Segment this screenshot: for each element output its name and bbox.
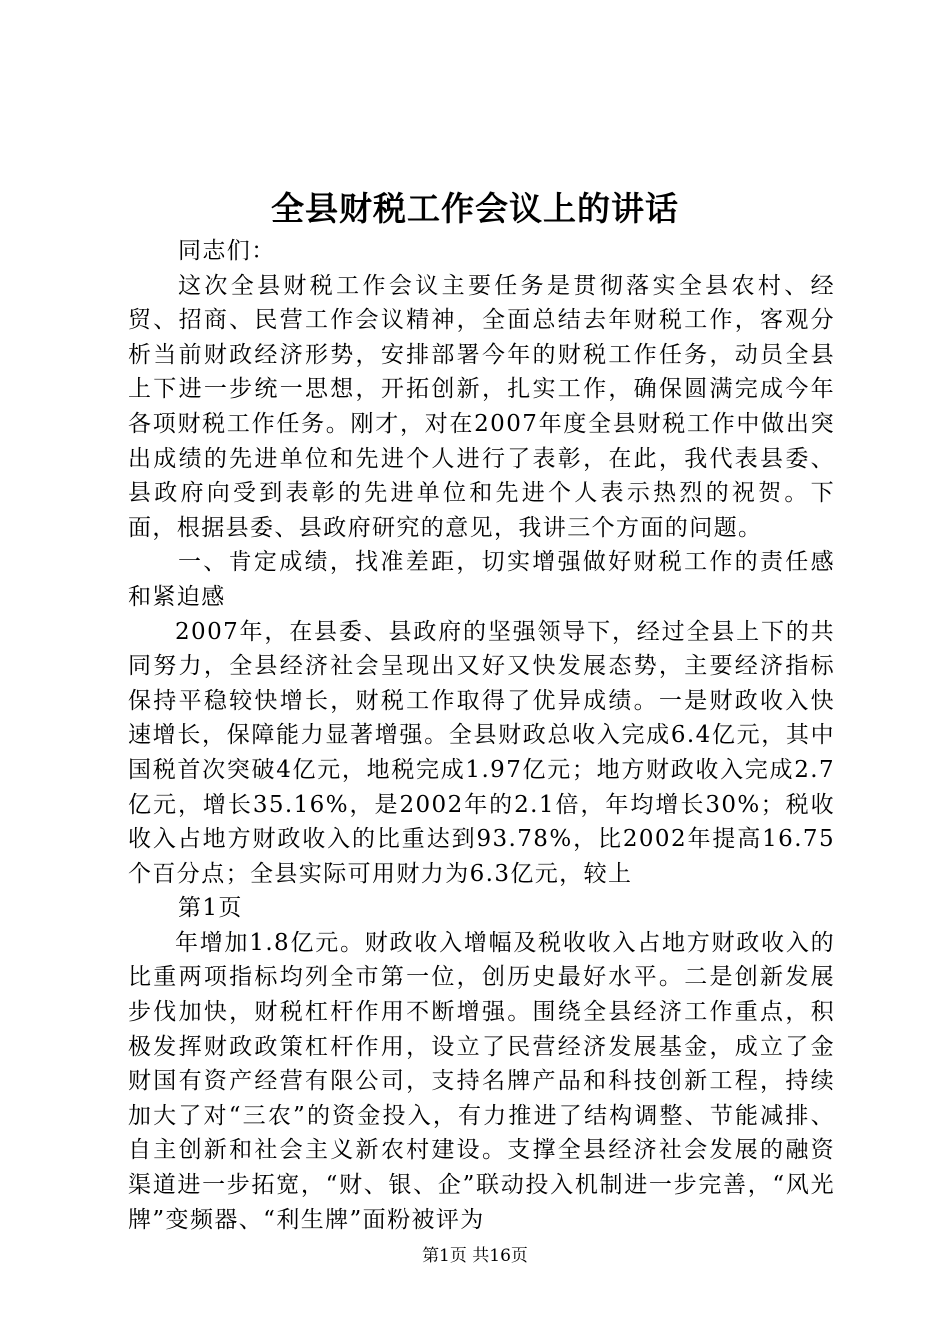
page-marker: 第1页 xyxy=(178,895,243,922)
page-footer: 第1页 共16页 xyxy=(422,1246,528,1266)
section-heading-1: 一、肯定成绩，找准差距，切实增强做好财税工作的责任感和紧迫感 xyxy=(128,549,835,610)
document-body xyxy=(128,234,835,1237)
paragraph-intro: 这次全县财税工作会议主要任务是贯彻落实全县农村、经贸、招商、民营工作会议精神，全面总结去年财税工作，客观分析当前财政经济形势，安排部署今年的财税工作任务，动员全县上下进一步统一思想，开拓创新，扎实工作，确保圆满完成今年各项财税工作任务。刚才，对在2007年度全县财税工作中做出突出成绩的先进单位和先进个人进行了表彰，在此，我代表县委、县政府向受到表彰的先进单位和先进个人表示热烈的祝贺。下面，根据县委、县政府研究的意见，我讲三个方面的问题。 xyxy=(128,272,835,541)
document-title: 全县财税工作会议上的讲话 xyxy=(271,189,679,228)
salutation: 同志们： xyxy=(178,238,276,264)
paragraph-achievements: 2007年，在县委、县政府的坚强领导下，经过全县上下的共同努力，全县经济社会呈现出又好又快发展态势，主要经济指标保持平稳较快增长，财税工作取得了优异成绩。一是财政收入快速增长，保障能力显著增强。全县财政总收入完成6.4亿元，其中国税首次突破4亿元，地税完成1.97亿元；地方财政收入完成2.7亿元，增长35.16%，是2002年的2.1倍，年均增长30%；税收收入占地方财政收入的比重达到93.78%，比2002年提高16.75个百分点；全县实际可用财力为6.3亿元，较上 xyxy=(128,618,835,887)
paragraph-continuation: 年增加1.8亿元。财政收入增幅及税收收入占地方财政收入的比重两项指标均列全市第一位，创历史最好水平。二是创新发展步伐加快，财税杠杆作用不断增强。围绕全县经济工作重点，积极发挥财政政策杠杆作用，设立了民营经济发展基金，成立了金财国有资产经营有限公司，支持名牌产品和科技创新工程，持续加大了对“三农”的资金投入，有力推进了结构调整、节能减排、自主创新和社会主义新农村建设。支撑全县经济社会发展的融资渠道进一步拓宽，“财、银、企”联动投入机制进一步完善，“风光牌”变频器、“利生牌”面粉被评为 xyxy=(128,929,835,1233)
